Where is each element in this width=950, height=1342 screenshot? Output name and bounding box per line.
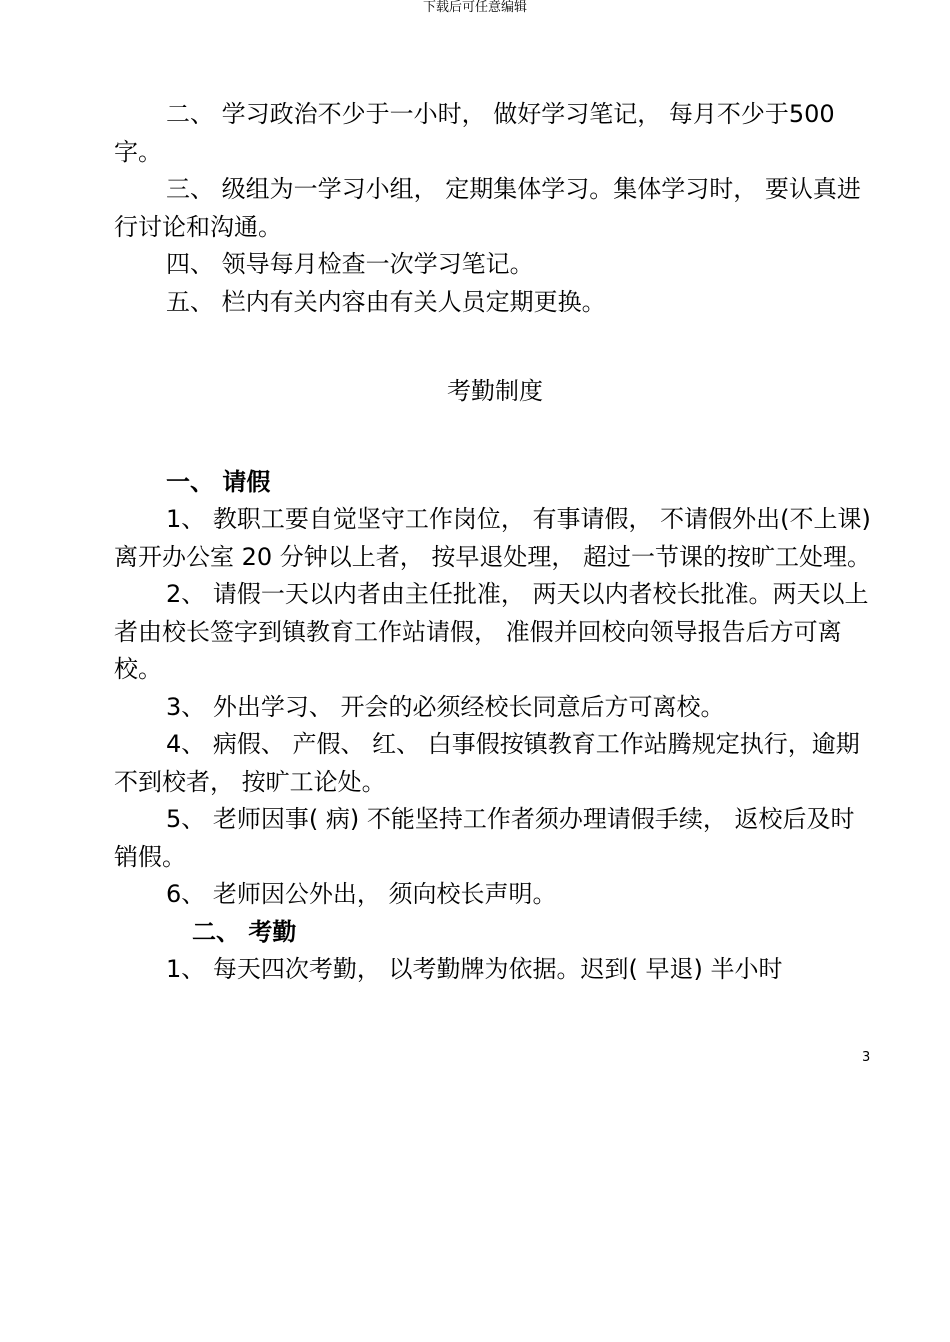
study-item-4: 四、 领导每月检查一次学习笔记。: [166, 250, 534, 278]
study-item-2: 二、 学习政治不少于一小时， 做好学习笔记， 每月不少于500 字。: [114, 100, 835, 166]
leave-item-6: 6、 老师因公外出， 须向校长声明。: [166, 880, 557, 908]
leave-item-2: 2、 请假一天以内者由主任批准， 两天以内者校长批准。两天以上者由校长签字到镇教育工作站请假， 准假并回校向领导报告后方可离校。: [114, 580, 869, 683]
leave-item-5: 5、 老师因事( 病) 不能坚持工作者须办理请假手续， 返校后及时销假。: [114, 805, 855, 871]
page-number: 3: [862, 1050, 871, 1065]
study-item-5: 五、 栏内有关内容由有关人员定期更换。: [166, 287, 606, 316]
leave-item-3: 3、 外出学习、 开会的必须经校长同意后方可离校。: [166, 692, 725, 721]
check-item-1: 1、 每天四次考勤， 以考勤牌为依据。迟到( 早退) 半小时: [166, 955, 783, 983]
leave-item-4: 4、 病假、 产假、 红、 白事假按镇教育工作站腾规定执行，逾期不到校者， 按旷工论处。: [114, 730, 860, 796]
leave-heading: 一、 请假: [166, 467, 271, 496]
attendance-title: 考勤制度: [447, 377, 543, 405]
study-item-3: 三、 级组为一学习小组， 定期集体学习。集体学习时， 要认真进行讨论和沟通。: [114, 175, 861, 241]
check-heading: 二、 考勤: [192, 917, 297, 946]
page-header: 下载后可任意编辑: [422, 0, 527, 15]
document-body: [114, 96, 876, 989]
leave-item-1: 1、 教职工要自觉坚守工作岗位， 有事请假， 不请假外出(不上课) 离开办公室 20 分钟以上者， 按早退处理， 超过一节课的按旷工处理。: [114, 505, 872, 571]
